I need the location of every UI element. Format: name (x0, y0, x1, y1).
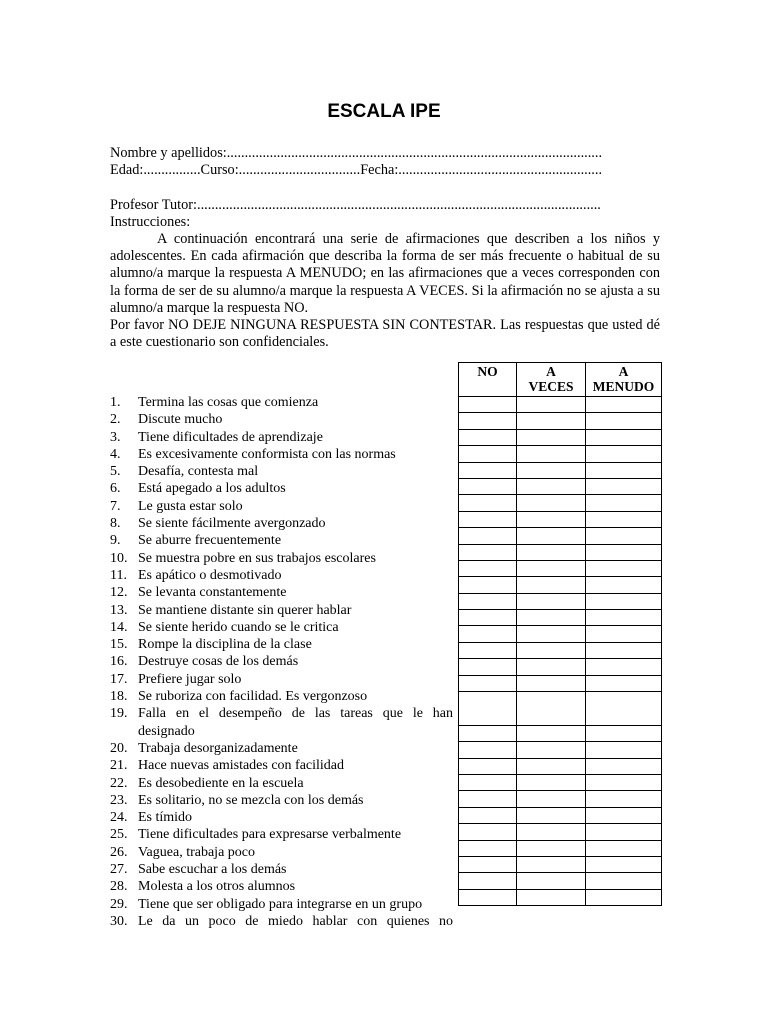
answer-cell-a-veces[interactable] (517, 659, 586, 675)
item-number: 27. (110, 862, 128, 878)
item-text: Es solitario, no se mezcla con los demás (138, 792, 364, 808)
item-number: 17. (110, 671, 128, 687)
table-row (459, 495, 662, 511)
item-text: Discute mucho (138, 412, 223, 428)
list-item (110, 498, 453, 515)
answer-cell-no[interactable] (459, 560, 517, 576)
instructions-label: Instrucciones: (110, 213, 191, 230)
list-item (110, 636, 453, 653)
table-row (459, 429, 662, 445)
answer-cell-a-menudo[interactable] (586, 742, 662, 758)
answer-cell-a-veces[interactable] (517, 725, 586, 741)
item-text: Sabe escuchar a los demás (138, 862, 287, 878)
answer-cell-a-veces[interactable] (517, 577, 586, 593)
list-item (110, 861, 453, 878)
table-row (459, 824, 662, 840)
item-number: 11. (110, 567, 127, 583)
answer-cell-a-veces[interactable] (517, 873, 586, 889)
answer-cell-a-menudo[interactable] (586, 593, 662, 609)
list-item (110, 775, 453, 792)
list-item (110, 688, 453, 705)
list-item (110, 913, 453, 930)
table-row (459, 413, 662, 429)
item-number: 26. (110, 844, 128, 860)
answer-cell-no[interactable] (459, 397, 517, 413)
item-number: 2. (110, 412, 121, 428)
item-text: Es excesivamente conformista con las normas (138, 446, 396, 462)
item-text: Se siente fácilmente avergonzado (138, 516, 326, 532)
answer-cell-a-veces[interactable] (517, 642, 586, 658)
list-item (110, 532, 453, 549)
answer-cell-a-menudo[interactable] (586, 544, 662, 560)
answer-cell-no[interactable] (459, 659, 517, 675)
list-item (110, 809, 453, 826)
item-number: 20. (110, 740, 128, 756)
answer-cell-a-menudo[interactable] (586, 446, 662, 462)
answer-cell-no[interactable] (459, 626, 517, 642)
table-row (459, 775, 662, 791)
table-row (459, 478, 662, 494)
answer-cell-a-veces[interactable] (517, 560, 586, 576)
table-row (459, 511, 662, 527)
answer-cell-no[interactable] (459, 856, 517, 872)
item-text: Es tímido (138, 810, 193, 826)
item-number: 30. (110, 913, 128, 929)
answer-cell-no[interactable] (459, 511, 517, 527)
answer-cell-a-menudo[interactable] (586, 856, 662, 872)
answer-cell-a-veces[interactable] (517, 758, 586, 774)
item-text: Se muestra pobre en sus trabajos escolares (138, 550, 376, 566)
item-text: Tiene dificultades de aprendizaje (138, 429, 323, 445)
item-text: Es apático o desmotivado (138, 567, 282, 583)
answer-cell-no[interactable] (459, 758, 517, 774)
answer-cell-a-menudo[interactable] (586, 873, 662, 889)
table-row (459, 642, 662, 658)
answer-cell-a-menudo[interactable] (586, 528, 662, 544)
item-number: 6. (110, 481, 121, 497)
answer-cell-a-menudo[interactable] (586, 429, 662, 445)
answer-cell-a-menudo[interactable] (586, 725, 662, 741)
column-header-a-veces: A VECES (517, 363, 586, 397)
answer-cell-a-menudo[interactable] (586, 791, 662, 807)
instructions-paragraph-2: Por favor NO DEJE NINGUNA RESPUESTA SIN CONTESTAR. Las respuestas que usted dé a este cuestionario son confidenciales. (110, 316, 660, 351)
answer-cell-a-menudo[interactable] (586, 495, 662, 511)
answer-cell-a-menudo[interactable] (586, 626, 662, 642)
list-item (110, 515, 453, 532)
item-number: 1. (110, 395, 121, 410)
answer-cell-a-veces[interactable] (517, 610, 586, 626)
answer-cell-a-veces[interactable] (517, 511, 586, 527)
item-text: Se levanta constantemente (138, 585, 287, 601)
table-row (459, 528, 662, 544)
answer-cell-a-veces[interactable] (517, 856, 586, 872)
list-item (110, 550, 453, 567)
item-text: Prefiere jugar solo (138, 671, 242, 687)
list-item (110, 705, 453, 740)
answer-cell-a-veces[interactable] (517, 889, 586, 905)
answer-cell-no[interactable] (459, 577, 517, 593)
answer-cell-no[interactable] (459, 413, 517, 429)
table-row (459, 840, 662, 856)
list-item (110, 671, 453, 688)
answer-cell-a-menudo[interactable] (586, 642, 662, 658)
answer-cell-no[interactable] (459, 429, 517, 445)
answer-cell-no[interactable] (459, 742, 517, 758)
table-row (459, 889, 662, 905)
item-text: Hace nuevas amistades con facilidad (138, 758, 345, 774)
answer-cell-no[interactable] (459, 725, 517, 741)
item-number: 9. (110, 533, 121, 549)
table-row (459, 807, 662, 823)
item-text: Desafía, contesta mal (138, 464, 259, 480)
table-row (459, 725, 662, 741)
item-number: 5. (110, 464, 121, 480)
item-number: 18. (110, 689, 128, 705)
item-text: Destruye cosas de los demás (138, 654, 299, 670)
table-row (459, 873, 662, 889)
table-row (459, 593, 662, 609)
answer-cell-no[interactable] (459, 775, 517, 791)
list-item (110, 619, 453, 636)
header-block (110, 145, 660, 351)
answer-cell-no[interactable] (459, 873, 517, 889)
item-text: Le gusta estar solo (138, 498, 243, 514)
answer-cell-a-veces[interactable] (517, 544, 586, 560)
item-text: Vaguea, trabaja poco (138, 844, 255, 860)
answer-cell-a-menudo[interactable] (586, 610, 662, 626)
table-row (459, 462, 662, 478)
answer-cell-a-menudo[interactable] (586, 824, 662, 840)
item-text: Termina las cosas que comienza (138, 395, 319, 410)
answer-cell-a-veces[interactable] (517, 413, 586, 429)
list-item (110, 480, 453, 497)
item-text: Se ruboriza con facilidad. Es vergonzoso (138, 689, 368, 705)
answer-cell-no[interactable] (459, 462, 517, 478)
item-text: Tiene que ser obligado para integrarse en un grupo (138, 896, 423, 912)
item-number: 23. (110, 792, 128, 808)
item-text: Está apegado a los adultos (138, 481, 286, 497)
answer-cell-a-menudo[interactable] (586, 397, 662, 413)
answer-cell-a-veces[interactable] (517, 626, 586, 642)
item-number: 19. (110, 706, 128, 722)
list-item (110, 567, 453, 584)
answer-cell-no[interactable] (459, 692, 517, 726)
item-text: Rompe la disciplina de la clase (138, 637, 312, 653)
table-row (459, 560, 662, 576)
tutor-field[interactable]: Profesor Tutor:................................................................................................................. (110, 196, 601, 213)
list-item (110, 653, 453, 670)
list-item (110, 602, 453, 619)
answer-cell-no[interactable] (459, 824, 517, 840)
item-text: Se siente herido cuando se le critica (138, 619, 339, 635)
item-number: 25. (110, 827, 128, 843)
answer-cell-a-veces[interactable] (517, 528, 586, 544)
answer-cell-a-veces[interactable] (517, 807, 586, 823)
answer-grid (458, 362, 662, 906)
table-row (459, 446, 662, 462)
answer-cell-a-veces[interactable] (517, 462, 586, 478)
item-number: 3. (110, 429, 121, 445)
item-number: 22. (110, 775, 128, 791)
table-row (459, 610, 662, 626)
list-item (110, 411, 453, 428)
table-row (459, 544, 662, 560)
answer-cell-a-veces[interactable] (517, 775, 586, 791)
answer-cell-a-veces[interactable] (517, 791, 586, 807)
answer-cell-a-menudo[interactable] (586, 840, 662, 856)
table-row (459, 675, 662, 691)
answer-cell-a-menudo[interactable] (586, 807, 662, 823)
answer-cell-no[interactable] (459, 446, 517, 462)
answer-cell-a-veces[interactable] (517, 675, 586, 691)
list-item (110, 826, 453, 843)
table-row (459, 791, 662, 807)
item-text: Es desobediente en la escuela (138, 775, 304, 791)
item-number: 12. (110, 585, 128, 601)
answer-cell-a-veces[interactable] (517, 478, 586, 494)
answer-cell-a-menudo[interactable] (586, 758, 662, 774)
list-item (110, 394, 453, 411)
table-row (459, 742, 662, 758)
item-number: 28. (110, 879, 128, 895)
table-row (459, 758, 662, 774)
answer-cell-a-veces[interactable] (517, 429, 586, 445)
answer-cell-no[interactable] (459, 675, 517, 691)
table-row (459, 692, 662, 726)
item-number: 24. (110, 810, 128, 826)
item-text: Molesta a los otros alumnos (138, 879, 296, 895)
answer-cell-a-veces[interactable] (517, 397, 586, 413)
answer-cell-a-menudo[interactable] (586, 413, 662, 429)
answer-cell-no[interactable] (459, 840, 517, 856)
answer-cell-a-menudo[interactable] (586, 659, 662, 675)
answer-cell-no[interactable] (459, 807, 517, 823)
answer-cell-a-menudo[interactable] (586, 675, 662, 691)
list-item (110, 740, 453, 757)
answer-cell-a-veces[interactable] (517, 840, 586, 856)
answer-cell-no[interactable] (459, 495, 517, 511)
item-text: Tiene dificultades para expresarse verbalmente (138, 827, 402, 843)
answer-cell-a-menudo[interactable] (586, 560, 662, 576)
list-item (110, 792, 453, 809)
table-row (459, 856, 662, 872)
item-text: Se mantiene distante sin querer hablar (138, 602, 352, 618)
answer-cell-a-veces[interactable] (517, 495, 586, 511)
answer-cell-a-menudo[interactable] (586, 577, 662, 593)
answer-cell-a-veces[interactable] (517, 824, 586, 840)
item-number: 16. (110, 654, 128, 670)
list-item (110, 757, 453, 774)
answer-cell-a-veces[interactable] (517, 593, 586, 609)
item-number: 21. (110, 758, 128, 774)
list-item (110, 878, 453, 895)
instructions-paragraph-1: A continuación encontrará una serie de afirmaciones que describen a los niños y adolescentes. En cada afirmación que describa la forma de ser más frecuente o habitual de su alumno/a marque la respuesta A MENUDO; en las afirmaciones que a veces corresponden con la forma de ser de su alumno/a marque la respuesta A VECES. Si la afirmación no se ajusta a su alumno/a marque la respuesta NO. (110, 230, 660, 316)
item-number: 8. (110, 516, 121, 532)
column-header-a-menudo: A MENUDO (586, 363, 662, 397)
item-number: 13. (110, 602, 128, 618)
item-text: Falla en el desempeño de las tareas que le han designado (138, 706, 453, 739)
answer-cell-no[interactable] (459, 478, 517, 494)
answer-cell-a-menudo[interactable] (586, 775, 662, 791)
item-number: 29. (110, 896, 128, 912)
answer-cell-no[interactable] (459, 610, 517, 626)
table-row (459, 626, 662, 642)
list-item (110, 844, 453, 861)
answer-cell-no[interactable] (459, 528, 517, 544)
item-list (110, 394, 453, 930)
list-item (110, 584, 453, 601)
answer-cell-no[interactable] (459, 544, 517, 560)
answer-cell-no[interactable] (459, 791, 517, 807)
table-row (459, 397, 662, 413)
item-number: 7. (110, 498, 121, 514)
answer-cell-a-menudo[interactable] (586, 478, 662, 494)
answer-cell-no[interactable] (459, 889, 517, 905)
item-text: Se aburre frecuentemente (138, 533, 282, 549)
column-header-no: NO (459, 363, 517, 397)
answer-cell-no[interactable] (459, 593, 517, 609)
list-item (110, 446, 453, 463)
answer-cell-a-menudo[interactable] (586, 462, 662, 478)
table-row (459, 659, 662, 675)
age-course-date-field[interactable]: Edad:................Curso:..................................Fecha:......................................................... (110, 162, 603, 179)
list-item (110, 896, 453, 913)
answer-cell-a-menudo[interactable] (586, 889, 662, 905)
item-number: 14. (110, 619, 128, 635)
answer-cell-a-veces[interactable] (517, 742, 586, 758)
name-field[interactable]: Nombre y apellidos:......................................................................................................... (110, 145, 603, 161)
list-item (110, 429, 453, 446)
item-text: Trabaja desorganizadamente (138, 740, 298, 756)
item-number: 4. (110, 446, 121, 462)
answer-cell-a-menudo[interactable] (586, 692, 662, 726)
document-title: ESCALA IPE (327, 101, 441, 122)
table-row (459, 577, 662, 593)
answer-cell-a-veces[interactable] (517, 446, 586, 462)
item-number: 10. (110, 550, 128, 566)
list-item (110, 463, 453, 480)
item-text: Le da un poco de miedo hablar con quienes no (138, 913, 453, 929)
answer-cell-no[interactable] (459, 642, 517, 658)
answer-cell-a-veces[interactable] (517, 692, 586, 726)
answer-cell-a-menudo[interactable] (586, 511, 662, 527)
item-number: 15. (110, 637, 128, 653)
